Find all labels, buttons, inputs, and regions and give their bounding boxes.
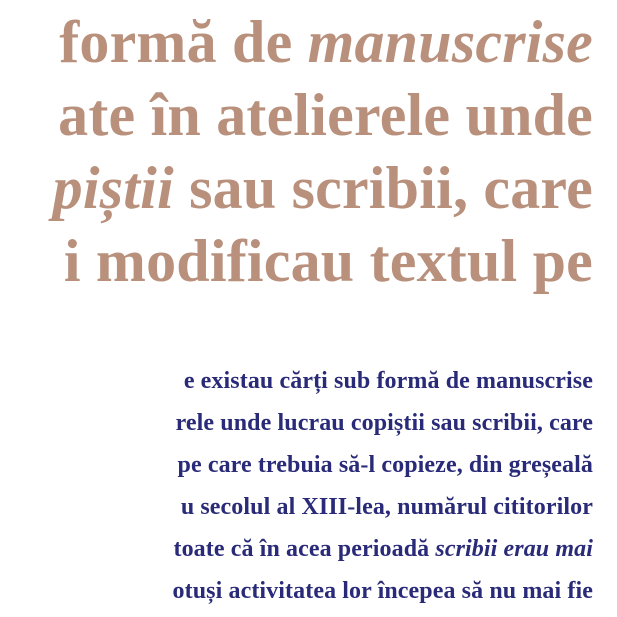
body-line-6: otuși activitatea lor începea să nu mai fie xyxy=(172,578,593,604)
body-line-4: u secolul al XIII-lea, numărul cititorilor xyxy=(180,494,593,520)
body-line-3: pe care trebuia să-l copieze, din greșeală xyxy=(177,452,593,478)
heading-line-3: piștii sau scribii, care xyxy=(52,155,593,221)
heading-line-2: ate în atelierele unde xyxy=(58,82,593,148)
heading-line-4: i modificau textul pe xyxy=(63,228,593,294)
body-line-5: toate că în acea perioadă scribii erau mai xyxy=(173,536,593,562)
body-line-1: e existau cărți sub formă de manuscrise xyxy=(183,368,593,394)
body-line-2: rele unde lucrau copiștii sau scribii, care xyxy=(175,410,593,436)
heading-line-1: formă de manuscrise xyxy=(59,9,593,75)
